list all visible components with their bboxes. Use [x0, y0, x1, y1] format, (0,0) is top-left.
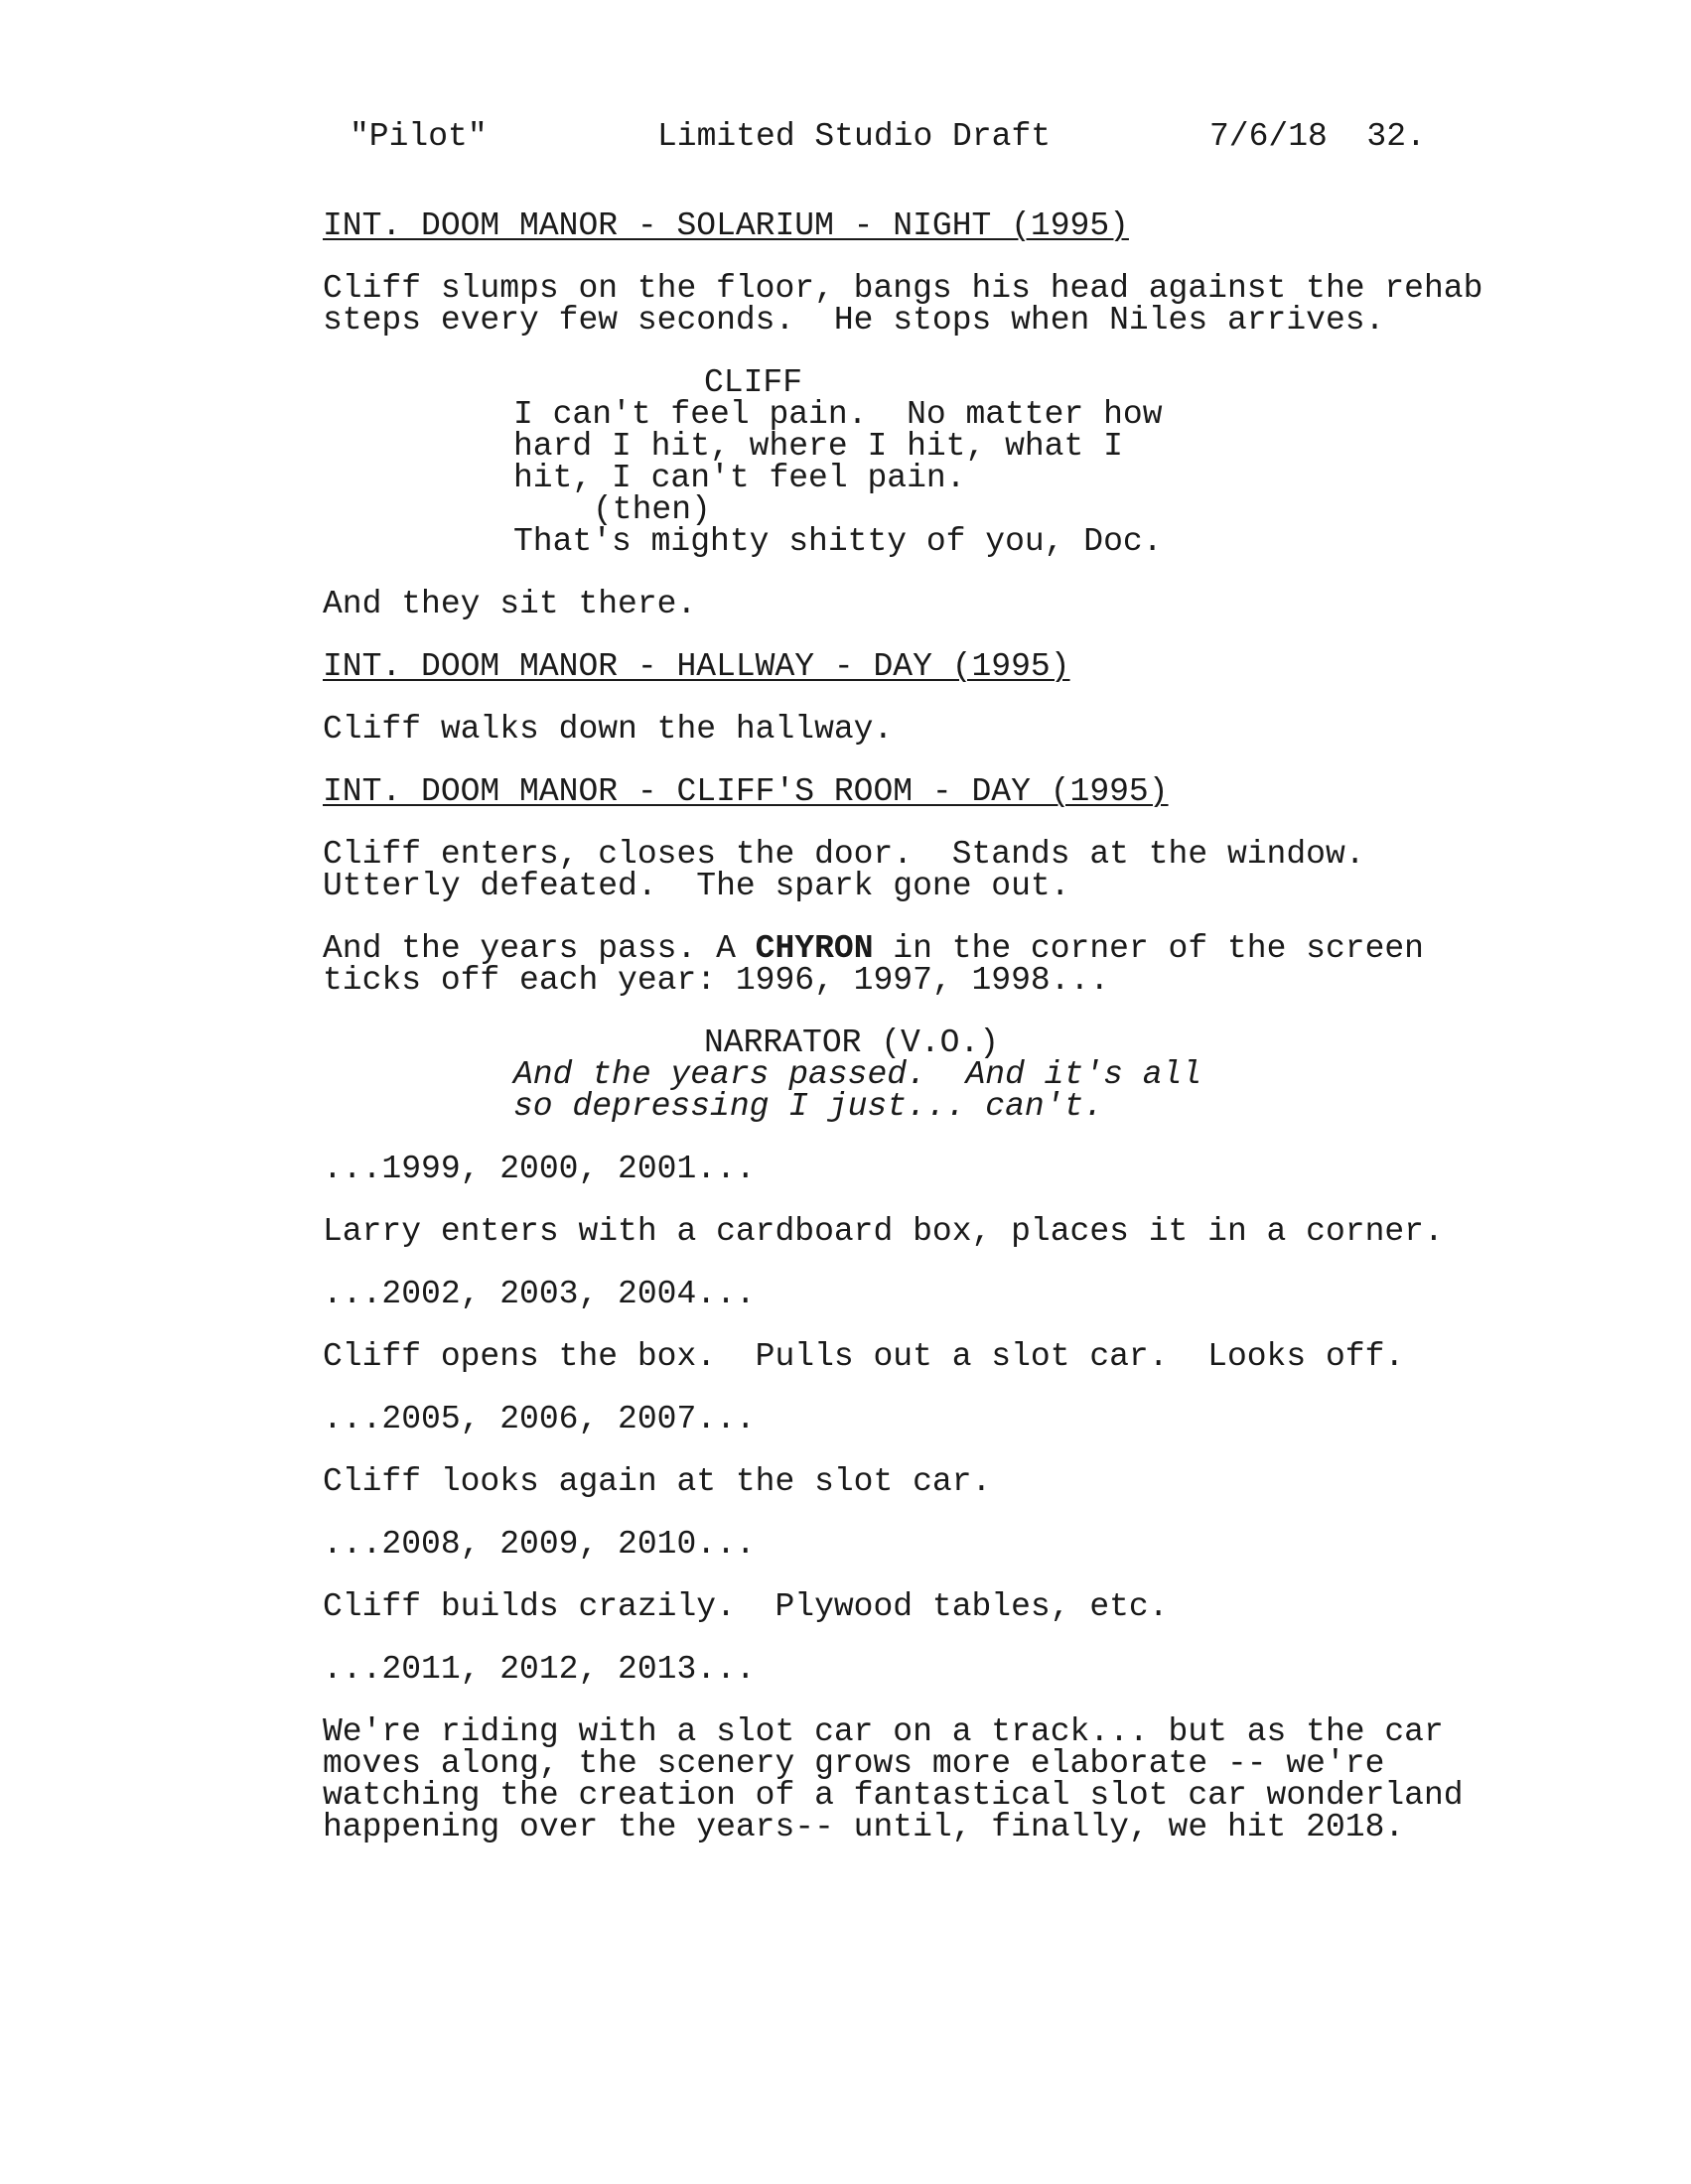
action-paragraph	[323, 1213, 1444, 1250]
action-line: moves along, the scenery grows more elaborate -- we're	[323, 1745, 1385, 1782]
action-paragraph	[323, 930, 1440, 999]
scene-heading	[323, 207, 1440, 244]
action-paragraph	[323, 1588, 1440, 1625]
year-line: ...2002, 2003, 2004...	[323, 1276, 756, 1312]
year-montage	[323, 1151, 1440, 1187]
page-header	[0, 117, 1691, 157]
scene-heading	[323, 773, 1440, 810]
action-line: Cliff looks again at the slot car.	[323, 1463, 992, 1500]
action-paragraph	[323, 1338, 1440, 1375]
dialogue-line: so depressing I just... can't.	[513, 1088, 1104, 1125]
scene-heading-text: INT. DOOM MANOR - CLIFF'S ROOM - DAY (1995)	[323, 773, 1169, 810]
dialogue-line: And the years passed. And it's all	[513, 1056, 1202, 1093]
action-line: Cliff builds crazily. Plywood tables, etc.	[323, 1588, 1169, 1625]
chyron-text: CHYRON	[755, 930, 874, 967]
action-line: Larry enters with a cardboard box, places it in a corner.	[323, 1213, 1444, 1250]
action-line	[323, 930, 1440, 967]
character-name: CLIFF	[704, 364, 803, 401]
year-line: ...1999, 2000, 2001...	[323, 1151, 756, 1187]
parenthetical: (then)	[593, 491, 711, 528]
year-montage	[323, 1401, 1440, 1437]
action-line: Utterly defeated. The spark gone out.	[323, 868, 1070, 904]
year-line: ...2011, 2012, 2013...	[323, 1651, 756, 1688]
action-text: And the years pass. A	[323, 930, 756, 967]
scene-heading-text: INT. DOOM MANOR - SOLARIUM - NIGHT (1995)	[323, 207, 1129, 244]
scene-heading	[323, 648, 1440, 685]
action-paragraph	[323, 711, 1440, 748]
action-paragraph	[323, 586, 1440, 622]
action-paragraph	[323, 1713, 1464, 1845]
header-date-page: 7/6/18 32.	[1209, 118, 1426, 155]
action-line: happening over the years-- until, finally, we hit 2018.	[323, 1809, 1405, 1845]
dialogue-block	[323, 364, 1440, 560]
year-line: ...2008, 2009, 2010...	[323, 1526, 756, 1563]
screenplay-body	[323, 207, 1483, 1874]
dialogue-block	[323, 1024, 1440, 1125]
action-paragraph	[323, 270, 1483, 339]
action-line: Cliff enters, closes the door. Stands at the window.	[323, 836, 1365, 873]
action-line: And they sit there.	[323, 586, 697, 622]
dialogue-line: That's mighty shitty of you, Doc.	[513, 523, 1163, 560]
action-line: Cliff slumps on the floor, bangs his head against the rehab	[323, 270, 1483, 307]
action-line: Cliff walks down the hallway.	[323, 711, 894, 748]
dialogue-line: I can't feel pain. No matter how	[513, 396, 1163, 433]
scene-heading-text: INT. DOOM MANOR - HALLWAY - DAY (1995)	[323, 648, 1070, 685]
dialogue-line: hard I hit, where I hit, what I	[513, 428, 1123, 465]
year-montage	[323, 1526, 1440, 1563]
action-paragraph	[323, 836, 1440, 904]
header-title: "Pilot"	[350, 118, 488, 155]
year-montage	[323, 1276, 1440, 1312]
character-name: NARRATOR (V.O.)	[704, 1024, 1000, 1061]
header-draft: Limited Studio Draft	[657, 118, 1052, 155]
year-montage	[323, 1651, 1440, 1688]
action-text: in the corner of the screen	[873, 930, 1424, 967]
action-line: We're riding with a slot car on a track... but as the car	[323, 1713, 1444, 1750]
action-line: ticks off each year: 1996, 1997, 1998...	[323, 962, 1110, 999]
action-line: watching the creation of a fantastical slot car wonderland	[323, 1777, 1464, 1814]
action-line: Cliff opens the box. Pulls out a slot car. Looks off.	[323, 1338, 1405, 1375]
action-paragraph	[323, 1463, 1440, 1500]
dialogue-line: hit, I can't feel pain.	[513, 460, 966, 496]
action-line: steps every few seconds. He stops when Niles arrives.	[323, 302, 1385, 339]
year-line: ...2005, 2006, 2007...	[323, 1401, 756, 1437]
